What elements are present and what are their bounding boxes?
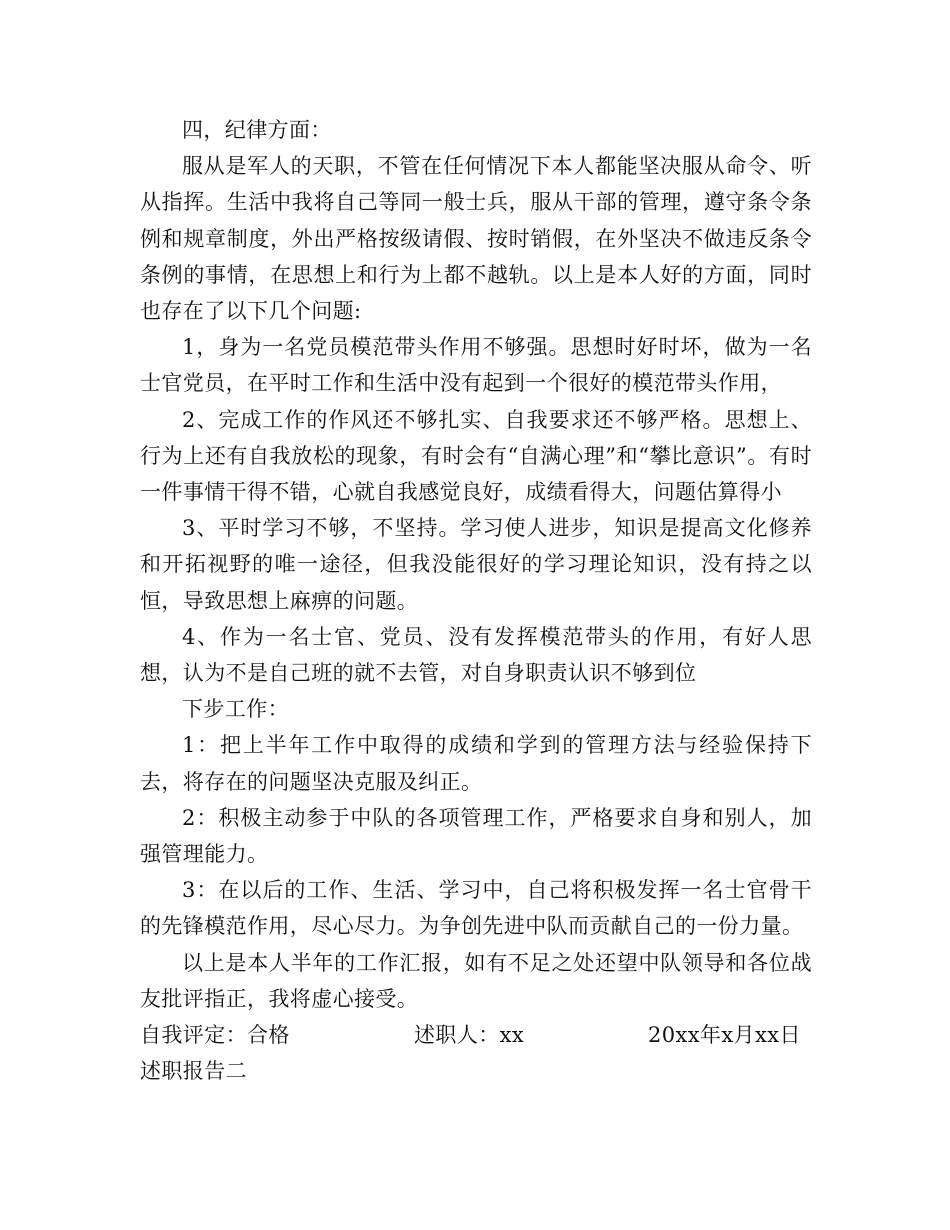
section-heading-discipline: 四，纪律方面： [182, 118, 332, 142]
problem-item-3: 3、平时学习不够，不坚持。学习使人进步，知识是提高文化修养和开拓视野的唯一途径，但我没能很好的学习理论知识，没有持之以恒，导致思想上麻痹的问题。 [140, 516, 812, 613]
next-step-item-3: 3：在以后的工作、生活、学习中，自己将积极发挥一名士官骨干的先锋模范作用，尽心尽力。为争创先进中队而贡献自己的一份力量。 [140, 878, 812, 939]
signature-line [140, 1017, 812, 1053]
problem-item-2: 2、完成工作的作风还不够扎实、自我要求还不够严格。思想上、行为上还有自我放松的现象，有时会有“自满心理”和“攀比意识”。有时一件事情干得不错，心就自我感觉良好，成绩看得大，问题估算得小 [140, 407, 812, 505]
problem-item-1: 1，身为一名党员模范带头作用不够强。思想时好时坏，做为一名士官党员，在平时工作和生活中没有起到一个很好的模范带头作用， [140, 335, 812, 396]
next-step-item-2: 2：积极主动参于中队的各项管理工作，严格要求自身和别人，加强管理能力。 [140, 805, 812, 867]
paragraph-discipline: 服从是军人的天职，不管在任何情况下本人都能坚决服从命令、听从指挥。生活中我将自己等同一般士兵，服从干部的管理，遵守条令条例和规章制度，外出严格按级请假、按时销假，在外坚决不做违反条令条例的事情，在思想上和行为上都不越轨。以上是本人好的方面，同时也存在了以下几个问题: [140, 154, 812, 324]
problem-item-4: 4、作为一名士官、党员、没有发挥模范带头的作用，有好人思想，认为不是自己班的就不去管，对自身职责认识不够到位 [140, 624, 812, 686]
self-evaluation: 自我评定：合格 [140, 1023, 290, 1048]
section-heading-next-steps: 下步工作： [182, 697, 289, 722]
report-date: 20xx年x月xx日 [648, 1023, 801, 1048]
reporter-name: 述职人：xx [414, 1023, 525, 1048]
closing-paragraph: 以上是本人半年的工作汇报，如有不足之处还望中队领导和各位战友批评指正，我将虚心接受。 [140, 950, 812, 1011]
document-body [140, 112, 812, 1089]
next-step-item-1: 1：把上半年工作中取得的成绩和学到的管理方法与经验保持下去，将存在的问题坚决克服及纠正。 [140, 733, 812, 794]
next-report-title: 述职报告二 [140, 1059, 247, 1084]
